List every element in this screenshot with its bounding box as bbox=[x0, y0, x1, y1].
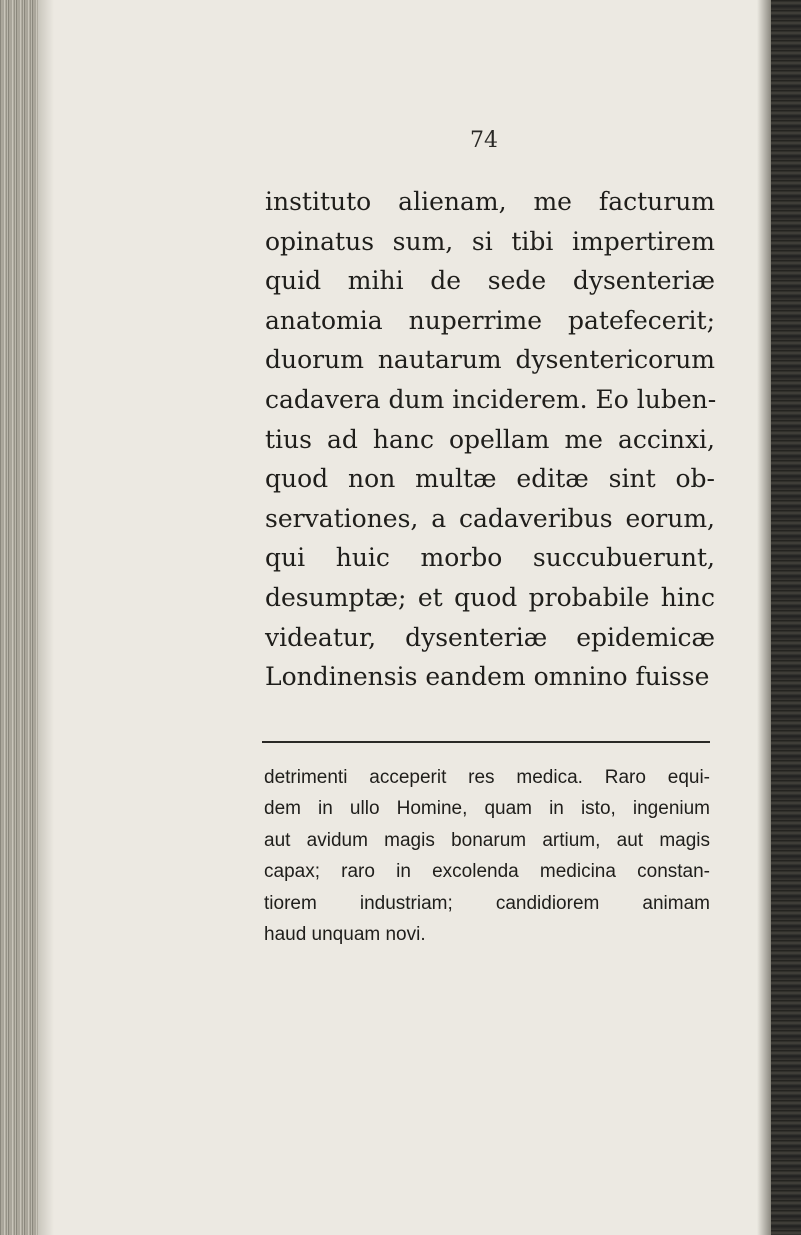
main-text-line: servationes, a cadaveribus eorum, bbox=[265, 503, 715, 533]
main-text-line: duorum nautarum dysentericorum bbox=[265, 345, 715, 375]
main-text-line: Londinensis eandem omnino fuisse bbox=[265, 662, 710, 692]
footnote-line: tiorem industriam; candidiorem animam bbox=[264, 892, 710, 914]
main-text-line: qui huic morbo succubuerunt, bbox=[265, 543, 715, 573]
left-binding-shadow bbox=[38, 0, 54, 1235]
footnote-line: capax; raro in excolenda medicina constan- bbox=[264, 861, 710, 883]
main-text-line: videatur, dysenteriæ epidemicæ bbox=[265, 622, 715, 652]
main-text-line: anatomia nuperrime patefecerit; bbox=[265, 305, 715, 335]
footnote-block bbox=[264, 762, 710, 950]
main-text-line: desumptæ; et quod probabile hinc bbox=[265, 582, 715, 612]
main-text-line: quid mihi de sede dysenteriæ bbox=[265, 266, 715, 296]
right-page-edge bbox=[771, 0, 801, 1235]
main-text-line: instituto alienam, me facturum bbox=[265, 187, 715, 216]
page-number: 74 bbox=[470, 128, 498, 153]
left-binding-edge bbox=[0, 0, 40, 1235]
right-page-shadow bbox=[757, 0, 771, 1235]
footnote-line: dem in ullo Homine, quam in isto, ingenium bbox=[264, 798, 710, 820]
main-text-line: tius ad hanc opellam me accinxi, bbox=[265, 424, 715, 454]
main-text-line: quod non multæ editæ sint ob- bbox=[265, 464, 715, 494]
main-text-block bbox=[265, 182, 715, 697]
footnote-line: detrimenti acceperit res medica. Raro equi- bbox=[264, 767, 710, 788]
footnote-line: aut avidum magis bonarum artium, aut magis bbox=[264, 829, 710, 851]
main-text-line: opinatus sum, si tibi impertirem bbox=[265, 226, 715, 256]
footnote-separator-rule bbox=[262, 741, 710, 743]
main-text-line: cadavera dum inciderem. Eo luben- bbox=[265, 384, 717, 414]
footnote-line: haud unquam novi. bbox=[264, 924, 426, 946]
